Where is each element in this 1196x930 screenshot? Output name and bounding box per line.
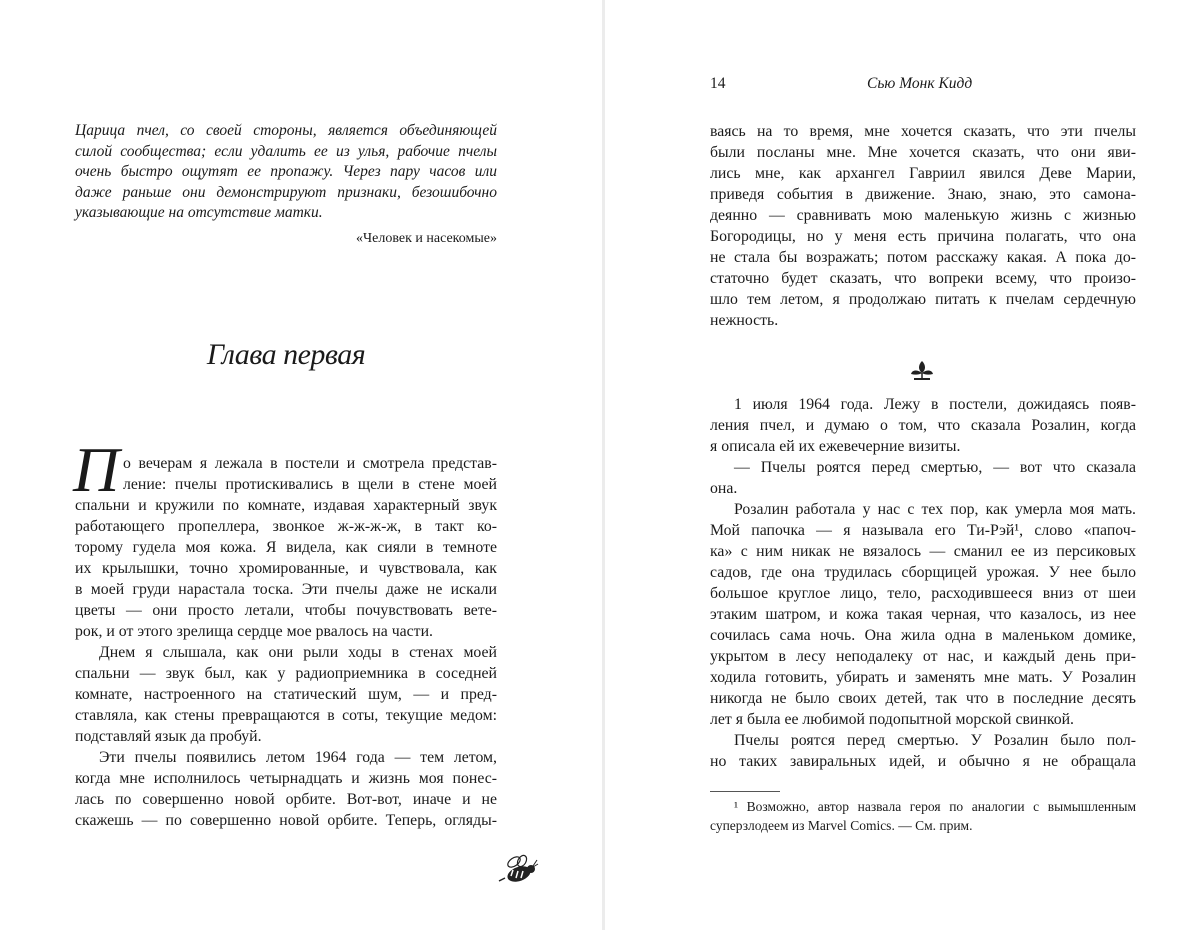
page-number: 14: [710, 75, 726, 92]
epigraph-source: «Человек и насекомые»: [356, 231, 497, 246]
text-line: — Пчелы роятся перед смертью, — вот что сказала: [734, 459, 1136, 476]
text-line: Эти пчелы появились летом 1964 года — тем летом,: [99, 749, 497, 766]
text-line: она.: [710, 480, 738, 497]
text-line: о вечерам я лежала в постели и смотрела представ-: [123, 455, 497, 472]
text-line: Розалин работала у нас с тех пор, как умерла моя мать.: [734, 501, 1136, 518]
text-line: приведя события в движение. Знаю, знаю, это самона-: [710, 186, 1136, 203]
text-line: этаким шатром, и кожа такая черная, что казалось, из нее: [710, 606, 1136, 623]
text-line: когда мне исполнилось четырнадцать и жизнь моя понес-: [75, 770, 497, 787]
epigraph-line: очень быстро ощутят ее пропажу. Через пару часов или: [75, 163, 497, 180]
epigraph-line: указывающие на отсутствие матки.: [75, 204, 323, 221]
epigraph-line: силой сообщества; если удалить ее из улья, рабочие пчелы: [75, 142, 497, 160]
text-line: ваясь на то время, мне хочется сказать, что эти пчелы: [710, 123, 1136, 140]
text-line: Мой папочка — я называла его Ти-Рэй¹, слово «папоч-: [710, 522, 1136, 539]
text-line: статочно будет сказать, что вопреки всему, что произо-: [710, 270, 1136, 287]
text-line: их крылышки, точно хромированные, и чувствовала, как: [75, 560, 497, 577]
text-line: были посланы мне. Мне хочется сказать, что они яви-: [710, 144, 1136, 161]
bee-icon: [497, 852, 539, 888]
text-line: никогда не было своих детей, так что в последние десять: [710, 690, 1136, 707]
right-page: [605, 0, 1196, 930]
text-line: цветы — они просто летали, чтобы почувствовать вете-: [75, 602, 497, 619]
text-line: я описала ей их ежевечерние визиты.: [710, 438, 961, 455]
text-line: сочилась сама ночь. Она жила одна в маленьком домике,: [710, 627, 1136, 644]
text-line: но таких завиральных идей, и обычно я не обращала: [710, 753, 1136, 770]
text-line: работающего пропеллера, звонкое ж-ж-ж-ж, в такт ко-: [75, 518, 497, 535]
text-line: лет я была ее любимой подопытной морской свинкой.: [710, 711, 1074, 728]
text-line: деянно — сравнивать мою маленькую жизнь с жизнью: [710, 207, 1136, 224]
text-line: рок, и от этого зрелища сердце мое рвалось на части.: [75, 623, 433, 640]
text-line: шло тем летом, я продолжаю питать к пчелам сердечную: [710, 291, 1136, 308]
text-line: не стала бы возражать; потом расскажу какая. А пока до-: [710, 249, 1136, 266]
text-line: Днем я слышала, как они рыли ходы в стенах моей: [99, 644, 497, 661]
chapter-title: Глава первая: [206, 338, 366, 371]
epigraph-line: даже раньше они демонстрируют признаки, безошибочно: [75, 183, 497, 201]
text-line: ка» с ним никак не вязалось — сманил ее из персиковых: [710, 543, 1136, 560]
text-line: подставляй язык да пробуй.: [75, 728, 262, 745]
epigraph-line: Царица пчел, со своей стороны, является объединяющей: [75, 122, 497, 139]
text-line: комнате, настроенного на статический шум, — и пред-: [75, 686, 497, 703]
text-line: ление: пчелы протискивались в щели в стене моей: [123, 476, 497, 493]
running-title: Сью Монк Кидд: [867, 75, 973, 92]
text-line: ставляла, как стены превращаются в соты, текущие медом:: [75, 707, 497, 724]
footnote-divider: [710, 791, 780, 792]
footnote-line: суперзлодеем из Marvel Comics. — См. прим.: [710, 818, 973, 833]
text-line: лись мне, как архангел Гавриил явился Деве Марии,: [710, 165, 1136, 182]
footnote: [710, 797, 1136, 835]
text-line: Пчелы роятся перед смертью. У Розалин было пол-: [734, 732, 1136, 749]
epigraph: [75, 121, 497, 224]
text-line: садов, где она трудилась сборщицей урожая. У нее было: [710, 564, 1136, 581]
text-line: торому гудела моя кожа. Я видела, как сияли в темноте: [75, 539, 497, 556]
text-line: нежность.: [710, 312, 779, 329]
text-line: ходила готовить, убирать и заменять мне мать. У Розалин: [710, 669, 1136, 686]
text-line: в моей груди нарастала тоска. Эти пчелы даже не искали: [75, 581, 497, 598]
text-line: укрытом в лесу неподалеку от нас, и каждый день при-: [710, 648, 1136, 665]
right-body-text-bottom: [710, 394, 1136, 772]
footnote-line: ¹ Возможно, автор назвала героя по аналогии с вымышленным: [734, 799, 1136, 814]
left-body-text: [75, 453, 497, 831]
text-line: Богородицы, но у меня есть причина полагать, что она: [710, 228, 1136, 245]
text-line: лась по совершенно новой орбите. Вот-вот, иначе и не: [75, 791, 497, 808]
text-line: ления пчел, и думаю о том, что сказала Розалин, когда: [710, 417, 1136, 434]
text-line: скажешь — по совершенно новой орбите. Теперь, огляды-: [75, 812, 497, 829]
flower-ornament-icon: [909, 359, 935, 383]
drop-cap: П: [73, 434, 120, 505]
text-line: большое круглое лицо, тело, расходившееся вниз от шеи: [710, 585, 1136, 602]
text-line: спальни и кружили по комнате, издавая характерный звук: [75, 497, 497, 514]
text-line: спальни — звук был, как у радиоприемника в соседней: [75, 665, 497, 682]
text-line: 1 июля 1964 года. Лежу в постели, дожидаясь появ-: [734, 396, 1136, 413]
right-body-text-top: [710, 121, 1136, 331]
